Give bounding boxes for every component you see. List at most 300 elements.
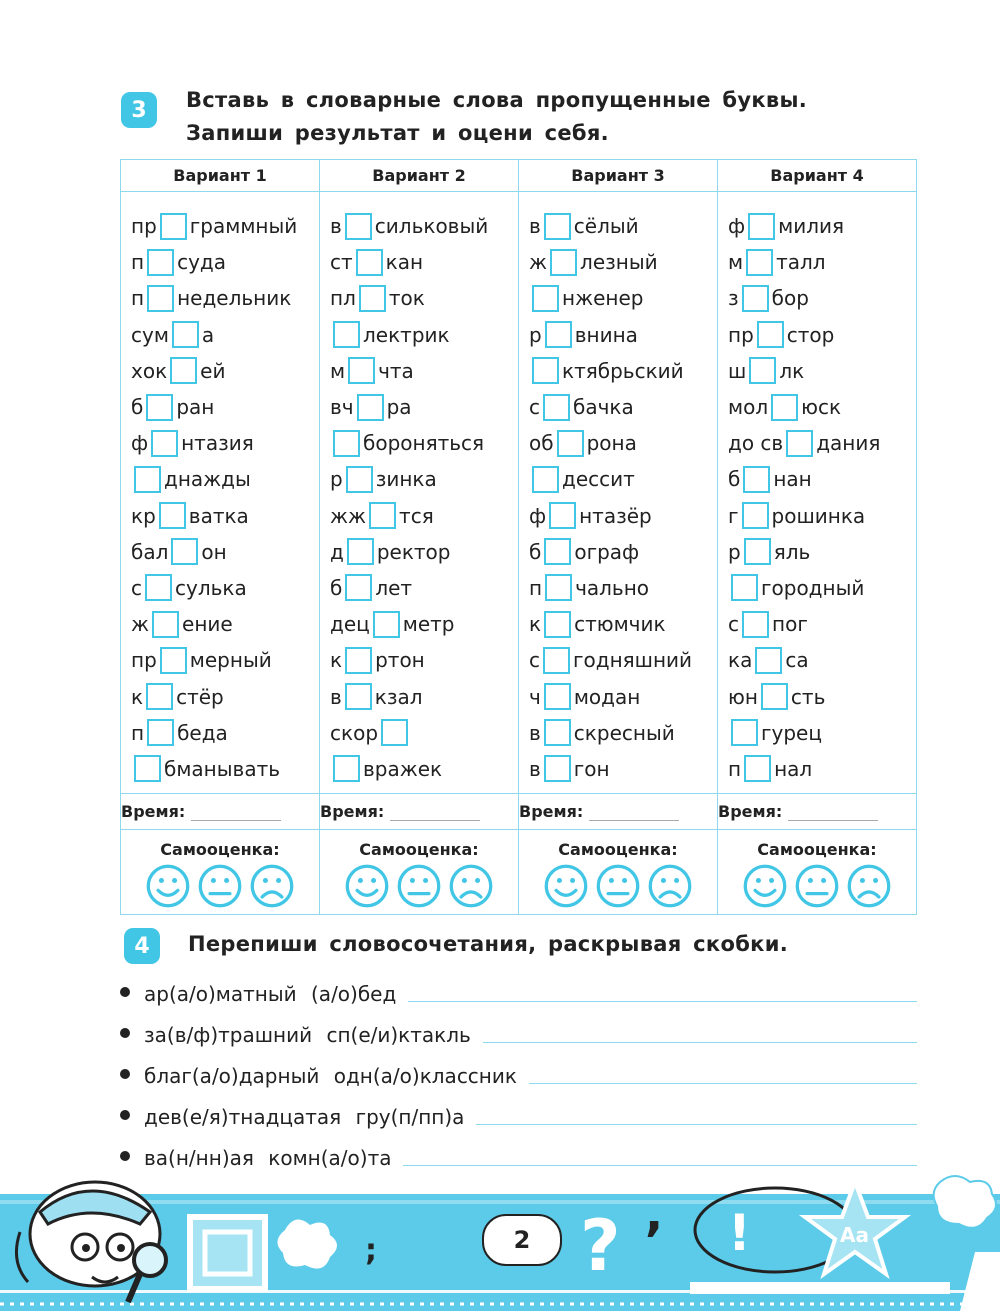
missing-letter-box[interactable] [147, 285, 174, 312]
variant-4-header: Вариант 4 [718, 160, 917, 192]
word-prefix: жж [330, 503, 367, 528]
missing-letter-box[interactable] [544, 683, 571, 710]
puzzle-piece-icon [190, 1217, 265, 1289]
word-row [131, 353, 319, 389]
faces-row [718, 863, 916, 909]
word-suffix: бороняться [363, 431, 485, 456]
word-suffix: днажды [164, 467, 251, 492]
sad-face-icon[interactable] [448, 863, 494, 909]
word-row [330, 751, 518, 787]
time-blank[interactable] [390, 820, 480, 821]
missing-letter-box[interactable] [544, 719, 571, 746]
word-row [131, 678, 319, 714]
answer-line[interactable] [529, 1083, 917, 1084]
word-suffix: недельник [177, 286, 292, 311]
word-prefix: п [131, 250, 145, 275]
task-3-instructions [186, 84, 807, 150]
missing-letter-box[interactable] [742, 611, 769, 638]
self-assessment-label: Самооценка: [160, 840, 280, 859]
missing-letter-box[interactable] [373, 611, 400, 638]
word-prefix: п [131, 720, 145, 745]
word-prefix: п [728, 756, 742, 781]
word-suffix: дессит [562, 467, 635, 492]
word-prefix: п [131, 286, 145, 311]
word-row [330, 715, 518, 751]
word-suffix: нтазия [181, 431, 254, 456]
time-label: Время: [718, 802, 783, 821]
sad-face-icon[interactable] [846, 863, 892, 909]
word-prefix: к [529, 612, 542, 637]
word-suffix: сёлый [573, 214, 639, 239]
missing-letter-box[interactable] [545, 574, 572, 601]
sad-face-icon[interactable] [647, 863, 693, 909]
word-row [728, 534, 916, 570]
missing-letter-box[interactable] [160, 213, 187, 240]
missing-letter-box[interactable] [345, 574, 372, 601]
missing-letter-box[interactable] [152, 611, 179, 638]
word-prefix: к [131, 684, 144, 709]
word-prefix: ф [529, 503, 547, 528]
variant-1-header: Вариант 1 [121, 160, 320, 192]
word-prefix: ф [131, 431, 149, 456]
word-prefix: с [529, 395, 540, 420]
missing-letter-box[interactable] [134, 755, 161, 782]
missing-letter-box[interactable] [333, 321, 360, 348]
word-suffix: бор [771, 286, 809, 311]
word-row [330, 425, 518, 461]
time-label: Время: [519, 802, 584, 821]
word-row [529, 244, 717, 280]
word-prefix: в [529, 720, 541, 745]
task-3-number-badge: 3 [121, 92, 157, 128]
missing-letter-box[interactable] [346, 466, 373, 493]
phrase-row [120, 1140, 920, 1170]
word-suffix: вражек [363, 756, 443, 781]
word-suffix: скресный [573, 720, 675, 745]
word-suffix: гон [573, 756, 610, 781]
missing-letter-box[interactable] [356, 249, 383, 276]
variant-words-list [718, 192, 916, 793]
word-suffix: яль [773, 539, 811, 564]
variant-3-header: Вариант 3 [519, 160, 718, 192]
word-prefix: дец [330, 612, 370, 637]
word-row [728, 642, 916, 678]
faces-row [519, 863, 717, 909]
missing-letter-box[interactable] [544, 611, 571, 638]
word-row [131, 317, 319, 353]
missing-letter-box[interactable] [755, 647, 782, 674]
missing-letter-box[interactable] [147, 249, 174, 276]
word-row [529, 353, 717, 389]
missing-letter-box[interactable] [532, 357, 559, 384]
word-prefix: скор [330, 720, 379, 745]
word-row [728, 461, 916, 497]
word-prefix: юн [728, 684, 758, 709]
word-prefix: с [131, 575, 142, 600]
word-row [529, 461, 717, 497]
neutral-face-icon[interactable] [595, 863, 641, 909]
missing-letter-box[interactable] [744, 755, 771, 782]
word-prefix: д [330, 539, 344, 564]
time-blank[interactable] [788, 820, 878, 821]
missing-letter-box[interactable] [549, 502, 576, 529]
missing-letter-box[interactable] [761, 683, 788, 710]
word-row [728, 715, 916, 751]
missing-letter-box[interactable] [749, 357, 776, 384]
missing-letter-box[interactable] [333, 755, 360, 782]
answer-line[interactable] [476, 1124, 917, 1125]
word-row [330, 534, 518, 570]
bullet-icon [120, 1110, 130, 1120]
task-3-line-1: Вставь в словарные слова пропущенные буквы. [186, 88, 808, 112]
word-prefix: б [529, 539, 542, 564]
word-prefix: м [330, 358, 346, 383]
word-suffix: городный [761, 575, 865, 600]
happy-face-icon[interactable] [344, 863, 390, 909]
word-suffix: годняшний [573, 648, 693, 673]
missing-letter-box[interactable] [544, 538, 571, 565]
missing-letter-box[interactable] [357, 394, 384, 421]
word-suffix: нал [774, 756, 813, 781]
word-suffix: граммный [189, 214, 298, 239]
answer-line[interactable] [403, 1165, 917, 1166]
missing-letter-box[interactable] [731, 574, 758, 601]
word-suffix: сулька [175, 575, 247, 600]
time-blank[interactable] [191, 820, 281, 821]
missing-letter-box[interactable] [757, 321, 784, 348]
word-prefix: в [529, 214, 541, 239]
time-blank[interactable] [589, 820, 679, 821]
word-suffix: чта [378, 358, 414, 383]
time-field[interactable] [519, 794, 718, 830]
self-assessment-cell [121, 830, 320, 915]
word-suffix: кзал [374, 684, 423, 709]
word-prefix: р [330, 467, 343, 492]
word-prefix: в [330, 214, 342, 239]
word-row [131, 244, 319, 280]
word-row [728, 678, 916, 714]
word-suffix: ей [200, 358, 226, 383]
word-prefix: ж [529, 250, 548, 275]
missing-letter-box[interactable] [786, 430, 813, 457]
word-prefix: до св [728, 431, 784, 456]
word-row [131, 389, 319, 425]
word-prefix: пр [728, 322, 754, 347]
word-suffix: нан [773, 467, 812, 492]
word-row [529, 678, 717, 714]
bullet-icon [120, 1028, 130, 1038]
phrase-row [120, 1058, 920, 1088]
word-row [728, 389, 916, 425]
missing-letter-box[interactable] [532, 466, 559, 493]
word-suffix: рона [586, 431, 637, 456]
variant-words-list [320, 192, 518, 793]
word-row [728, 498, 916, 534]
missing-letter-box[interactable] [345, 683, 372, 710]
word-row [728, 317, 916, 353]
missing-letter-box[interactable] [771, 394, 798, 421]
word-row [131, 498, 319, 534]
word-row [529, 389, 717, 425]
word-prefix: б [131, 395, 144, 420]
word-prefix: ф [728, 214, 746, 239]
faces-row [320, 863, 518, 909]
self-assessment-cell [320, 830, 519, 915]
word-suffix: нженер [562, 286, 644, 311]
word-suffix: внина [574, 322, 638, 347]
word-row [330, 606, 518, 642]
word-suffix: ток [388, 286, 425, 311]
missing-letter-box[interactable] [146, 394, 173, 421]
word-prefix: в [529, 756, 541, 781]
word-prefix: з [728, 286, 739, 311]
missing-letter-box[interactable] [742, 285, 769, 312]
word-row [131, 642, 319, 678]
word-prefix: ст [330, 250, 353, 275]
phrase-row [120, 976, 920, 1006]
word-suffix: юск [801, 395, 842, 420]
variants-table [120, 159, 917, 915]
phrase-text: дев(е/я)тнадцатая гру(п/пп)а [144, 1105, 465, 1129]
missing-letter-box[interactable] [544, 755, 571, 782]
missing-letter-box[interactable] [134, 466, 161, 493]
word-row [330, 208, 518, 244]
word-row [728, 280, 916, 316]
missing-letter-box[interactable] [160, 647, 187, 674]
missing-letter-box[interactable] [147, 719, 174, 746]
word-suffix: талл [776, 250, 826, 275]
time-field[interactable] [121, 794, 320, 830]
word-row [330, 461, 518, 497]
bullet-icon [120, 987, 130, 997]
missing-letter-box[interactable] [159, 502, 186, 529]
word-suffix: милия [778, 214, 845, 239]
word-prefix: б [728, 467, 741, 492]
star-aa-text: Aa [840, 1223, 869, 1247]
faces-row [121, 863, 319, 909]
word-prefix: пр [131, 214, 157, 239]
word-row [131, 534, 319, 570]
happy-face-icon[interactable] [543, 863, 589, 909]
word-suffix: лет [375, 575, 413, 600]
happy-face-icon[interactable] [145, 863, 191, 909]
word-row [728, 208, 916, 244]
word-suffix: тся [399, 503, 434, 528]
word-suffix: бачка [573, 395, 634, 420]
missing-letter-box[interactable] [557, 430, 584, 457]
missing-letter-box[interactable] [742, 502, 769, 529]
word-prefix: вч [330, 395, 354, 420]
neutral-face-icon[interactable] [396, 863, 442, 909]
word-row [330, 353, 518, 389]
word-prefix: ч [529, 684, 541, 709]
word-row [330, 317, 518, 353]
missing-letter-box[interactable] [170, 357, 197, 384]
answer-line[interactable] [408, 1001, 917, 1002]
word-prefix: ка [728, 648, 753, 673]
neutral-face-icon[interactable] [794, 863, 840, 909]
word-row [330, 280, 518, 316]
word-row [330, 678, 518, 714]
word-suffix: ртон [375, 648, 425, 673]
word-prefix: об [529, 431, 554, 456]
time-label: Время: [121, 802, 186, 821]
word-suffix: беда [177, 720, 228, 745]
missing-letter-box[interactable] [748, 213, 775, 240]
word-prefix: м [728, 250, 744, 275]
word-suffix: дания [816, 431, 881, 456]
word-row [330, 244, 518, 280]
word-prefix: ш [728, 358, 747, 383]
missing-letter-box[interactable] [743, 466, 770, 493]
task-4-number-badge: 4 [124, 928, 160, 964]
phrase-text: ар(а/о)матный (а/о)бед [144, 982, 397, 1006]
word-suffix: сильковый [374, 214, 489, 239]
missing-letter-box[interactable] [345, 647, 372, 674]
missing-letter-box[interactable] [746, 249, 773, 276]
page-number: 2 [482, 1214, 562, 1266]
phrase-text: ва(н/нн)ая комн(а/о)та [144, 1146, 392, 1170]
word-row [131, 570, 319, 606]
word-prefix: п [529, 575, 543, 600]
word-row [529, 208, 717, 244]
bullet-icon [120, 1151, 130, 1161]
word-suffix: кан [385, 250, 424, 275]
word-prefix: ж [131, 612, 150, 637]
self-assessment-cell [519, 830, 718, 915]
sad-face-icon[interactable] [249, 863, 295, 909]
missing-letter-box[interactable] [744, 538, 771, 565]
word-suffix: мерный [189, 648, 272, 673]
happy-face-icon[interactable] [742, 863, 788, 909]
missing-letter-box[interactable] [333, 430, 360, 457]
word-suffix: са [785, 648, 809, 673]
word-prefix: к [330, 648, 343, 673]
word-suffix: стор [786, 322, 835, 347]
answer-line[interactable] [483, 1042, 917, 1043]
word-prefix: мол [728, 395, 769, 420]
missing-letter-box[interactable] [172, 321, 199, 348]
word-suffix: чально [575, 575, 650, 600]
word-suffix: метр [402, 612, 455, 637]
missing-letter-box[interactable] [171, 538, 198, 565]
puzzle-corner-icon [934, 1176, 996, 1228]
time-field[interactable] [718, 794, 917, 830]
word-suffix: ограф [574, 539, 640, 564]
word-suffix: суда [177, 250, 226, 275]
word-prefix: р [529, 322, 542, 347]
phrase-text: за(в/ф)трашний сп(е/и)ктакль [144, 1023, 471, 1047]
word-row [728, 425, 916, 461]
missing-letter-box[interactable] [345, 213, 372, 240]
self-assessment-label: Самооценка: [757, 840, 877, 859]
phrase-row [120, 1099, 920, 1129]
missing-letter-box[interactable] [381, 719, 408, 746]
missing-letter-box[interactable] [545, 321, 572, 348]
word-prefix: р [728, 539, 741, 564]
word-suffix: лезный [580, 250, 658, 275]
phrase-text: благ(а/о)дарный одн(а/о)классник [144, 1064, 517, 1088]
word-suffix: ра [386, 395, 412, 420]
self-assessment-label: Самооценка: [558, 840, 678, 859]
question-mark-icon: ? [580, 1205, 621, 1287]
word-row [529, 751, 717, 787]
word-row [529, 425, 717, 461]
task-4-title: Перепиши словосочетания, раскрывая скобки. [188, 932, 789, 956]
word-row [529, 606, 717, 642]
word-prefix: с [529, 648, 540, 673]
missing-letter-box[interactable] [347, 538, 374, 565]
missing-letter-box[interactable] [151, 430, 178, 457]
time-field[interactable] [320, 794, 519, 830]
phrase-row [120, 1017, 920, 1047]
bullet-icon [120, 1069, 130, 1079]
word-row [728, 606, 916, 642]
missing-letter-box[interactable] [543, 647, 570, 674]
missing-letter-box[interactable] [543, 394, 570, 421]
missing-letter-box[interactable] [145, 574, 172, 601]
missing-letter-box[interactable] [146, 683, 173, 710]
variant-words-list [519, 192, 717, 793]
word-row [529, 534, 717, 570]
word-row [529, 498, 717, 534]
missing-letter-box[interactable] [550, 249, 577, 276]
word-suffix: гурец [761, 720, 822, 745]
word-prefix: в [330, 684, 342, 709]
word-suffix: модан [573, 684, 641, 709]
word-suffix: стёр [176, 684, 224, 709]
word-prefix: г [728, 503, 739, 528]
task-3-line-2: Запиши результат и оцени себя. [186, 121, 609, 145]
time-label: Время: [320, 802, 385, 821]
word-prefix: пр [131, 648, 157, 673]
missing-letter-box[interactable] [369, 502, 396, 529]
word-suffix: зинка [375, 467, 437, 492]
word-prefix: кр [131, 503, 156, 528]
exclamation-mark-icon: ! [728, 1204, 751, 1262]
missing-letter-box[interactable] [731, 719, 758, 746]
word-suffix: ректор [376, 539, 451, 564]
word-suffix: бманывать [164, 756, 281, 781]
word-row [330, 570, 518, 606]
word-row [529, 715, 717, 751]
word-row [529, 642, 717, 678]
word-prefix: хок [131, 358, 168, 383]
word-row [728, 244, 916, 280]
word-suffix: пог [772, 612, 808, 637]
word-suffix: сть [790, 684, 826, 709]
word-prefix: пл [330, 286, 356, 311]
comma-icon: , [645, 1186, 664, 1242]
word-prefix: с [728, 612, 739, 637]
variant-2-header: Вариант 2 [320, 160, 519, 192]
word-row [131, 606, 319, 642]
missing-letter-box[interactable] [359, 285, 386, 312]
word-row [728, 353, 916, 389]
word-suffix: нтазёр [579, 503, 652, 528]
missing-letter-box[interactable] [532, 285, 559, 312]
word-row [131, 280, 319, 316]
missing-letter-box[interactable] [348, 357, 375, 384]
word-suffix: лектрик [363, 322, 450, 347]
word-row [529, 570, 717, 606]
word-row [529, 317, 717, 353]
self-assessment-label: Самооценка: [359, 840, 479, 859]
neutral-face-icon[interactable] [197, 863, 243, 909]
missing-letter-box[interactable] [544, 213, 571, 240]
word-prefix: бал [131, 539, 169, 564]
word-suffix: стюмчик [574, 612, 666, 637]
